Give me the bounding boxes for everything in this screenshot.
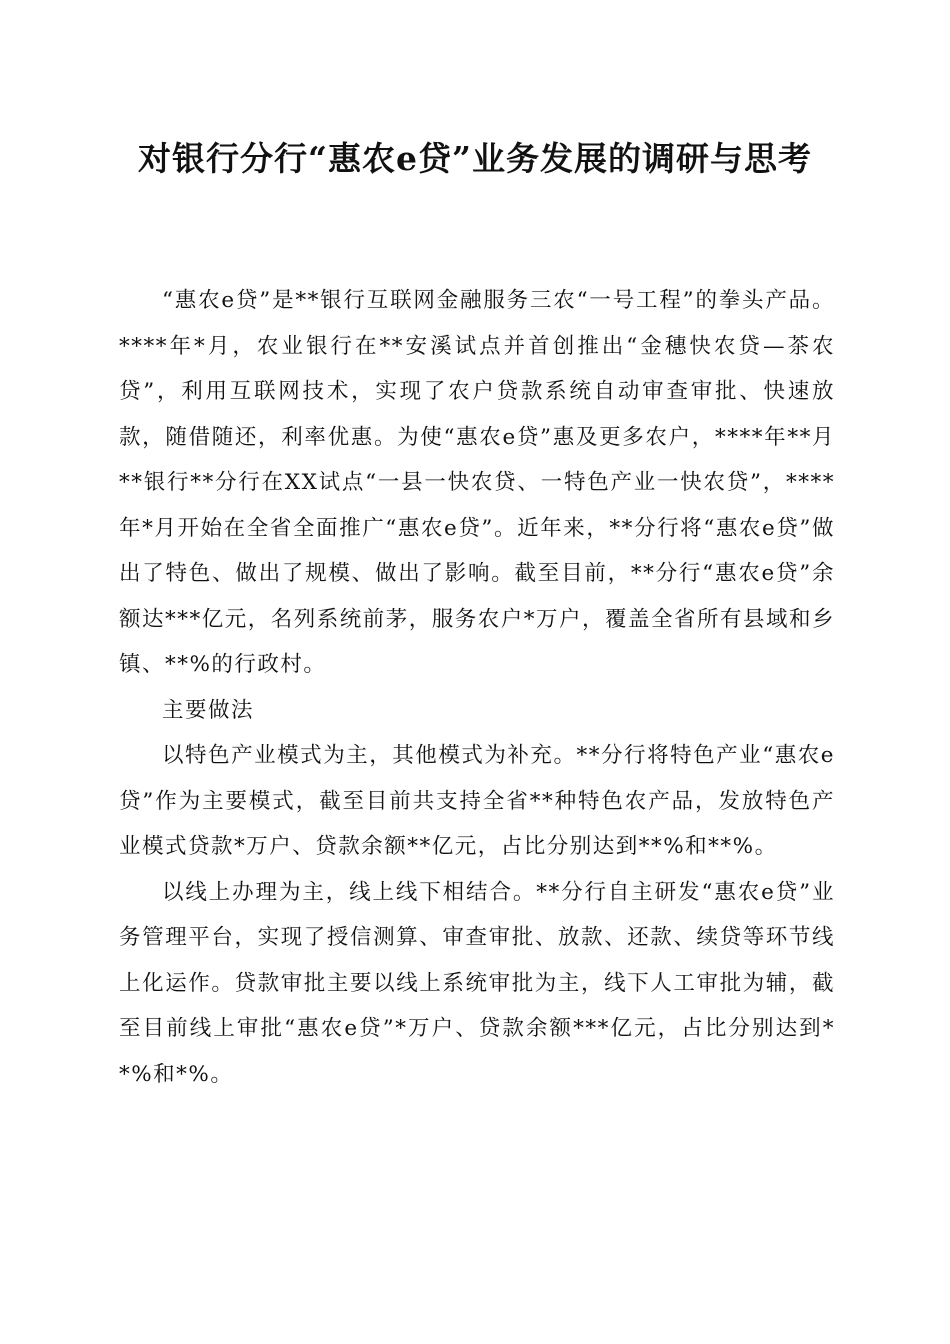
section-heading: 主要做法 [162,697,255,723]
document-title: 对银行分行“惠农e贷”业务发展的调研与思考 [138,139,812,178]
document-body [119,278,835,1097]
section-paragraph-1: 以特色产业模式为主，其他模式为补充。**分行将特色产业“惠农e贷”作为主要模式，截至目前共支持全省**种特色农产品，发放特色产业模式贷款*万户、贷款余额**亿元，占比分别达到**%和**%。 [119,743,835,859]
intro-paragraph: “惠农e贷”是**银行互联网金融服务三农“一号工程”的拳头产品。****年*月，农业银行在**安溪试点并首创推出“金穗快农贷—茶农贷”，利用互联网技术，实现了农户贷款系统自动审查审批、快速放款，随借随还，利率优惠。为使“惠农e贷”惠及更多农户，****年**月**银行**分行在XX试点“一县一快农贷、一特色产业一快农贷”，****年*月开始在全省全面推广“惠农e贷”。近年来，**分行将“惠农e贷”做出了特色、做出了规模、做出了影响。截至目前，**分行“惠农e贷”余额达***亿元，名列系统前茅，服务农户*万户，覆盖全省所有县域和乡镇、**%的行政村。 [119,288,836,677]
section-paragraph-2: 以线上办理为主，线上线下相结合。**分行自主研发“惠农e贷”业务管理平台，实现了授信测算、审查审批、放款、还款、续贷等环节线上化运作。贷款审批主要以线上系统审批为主，线下人工审批为辅，截至目前线上审批“惠农e贷”*万户、贷款余额***亿元，占比分别达到**%和*%。 [119,879,835,1087]
